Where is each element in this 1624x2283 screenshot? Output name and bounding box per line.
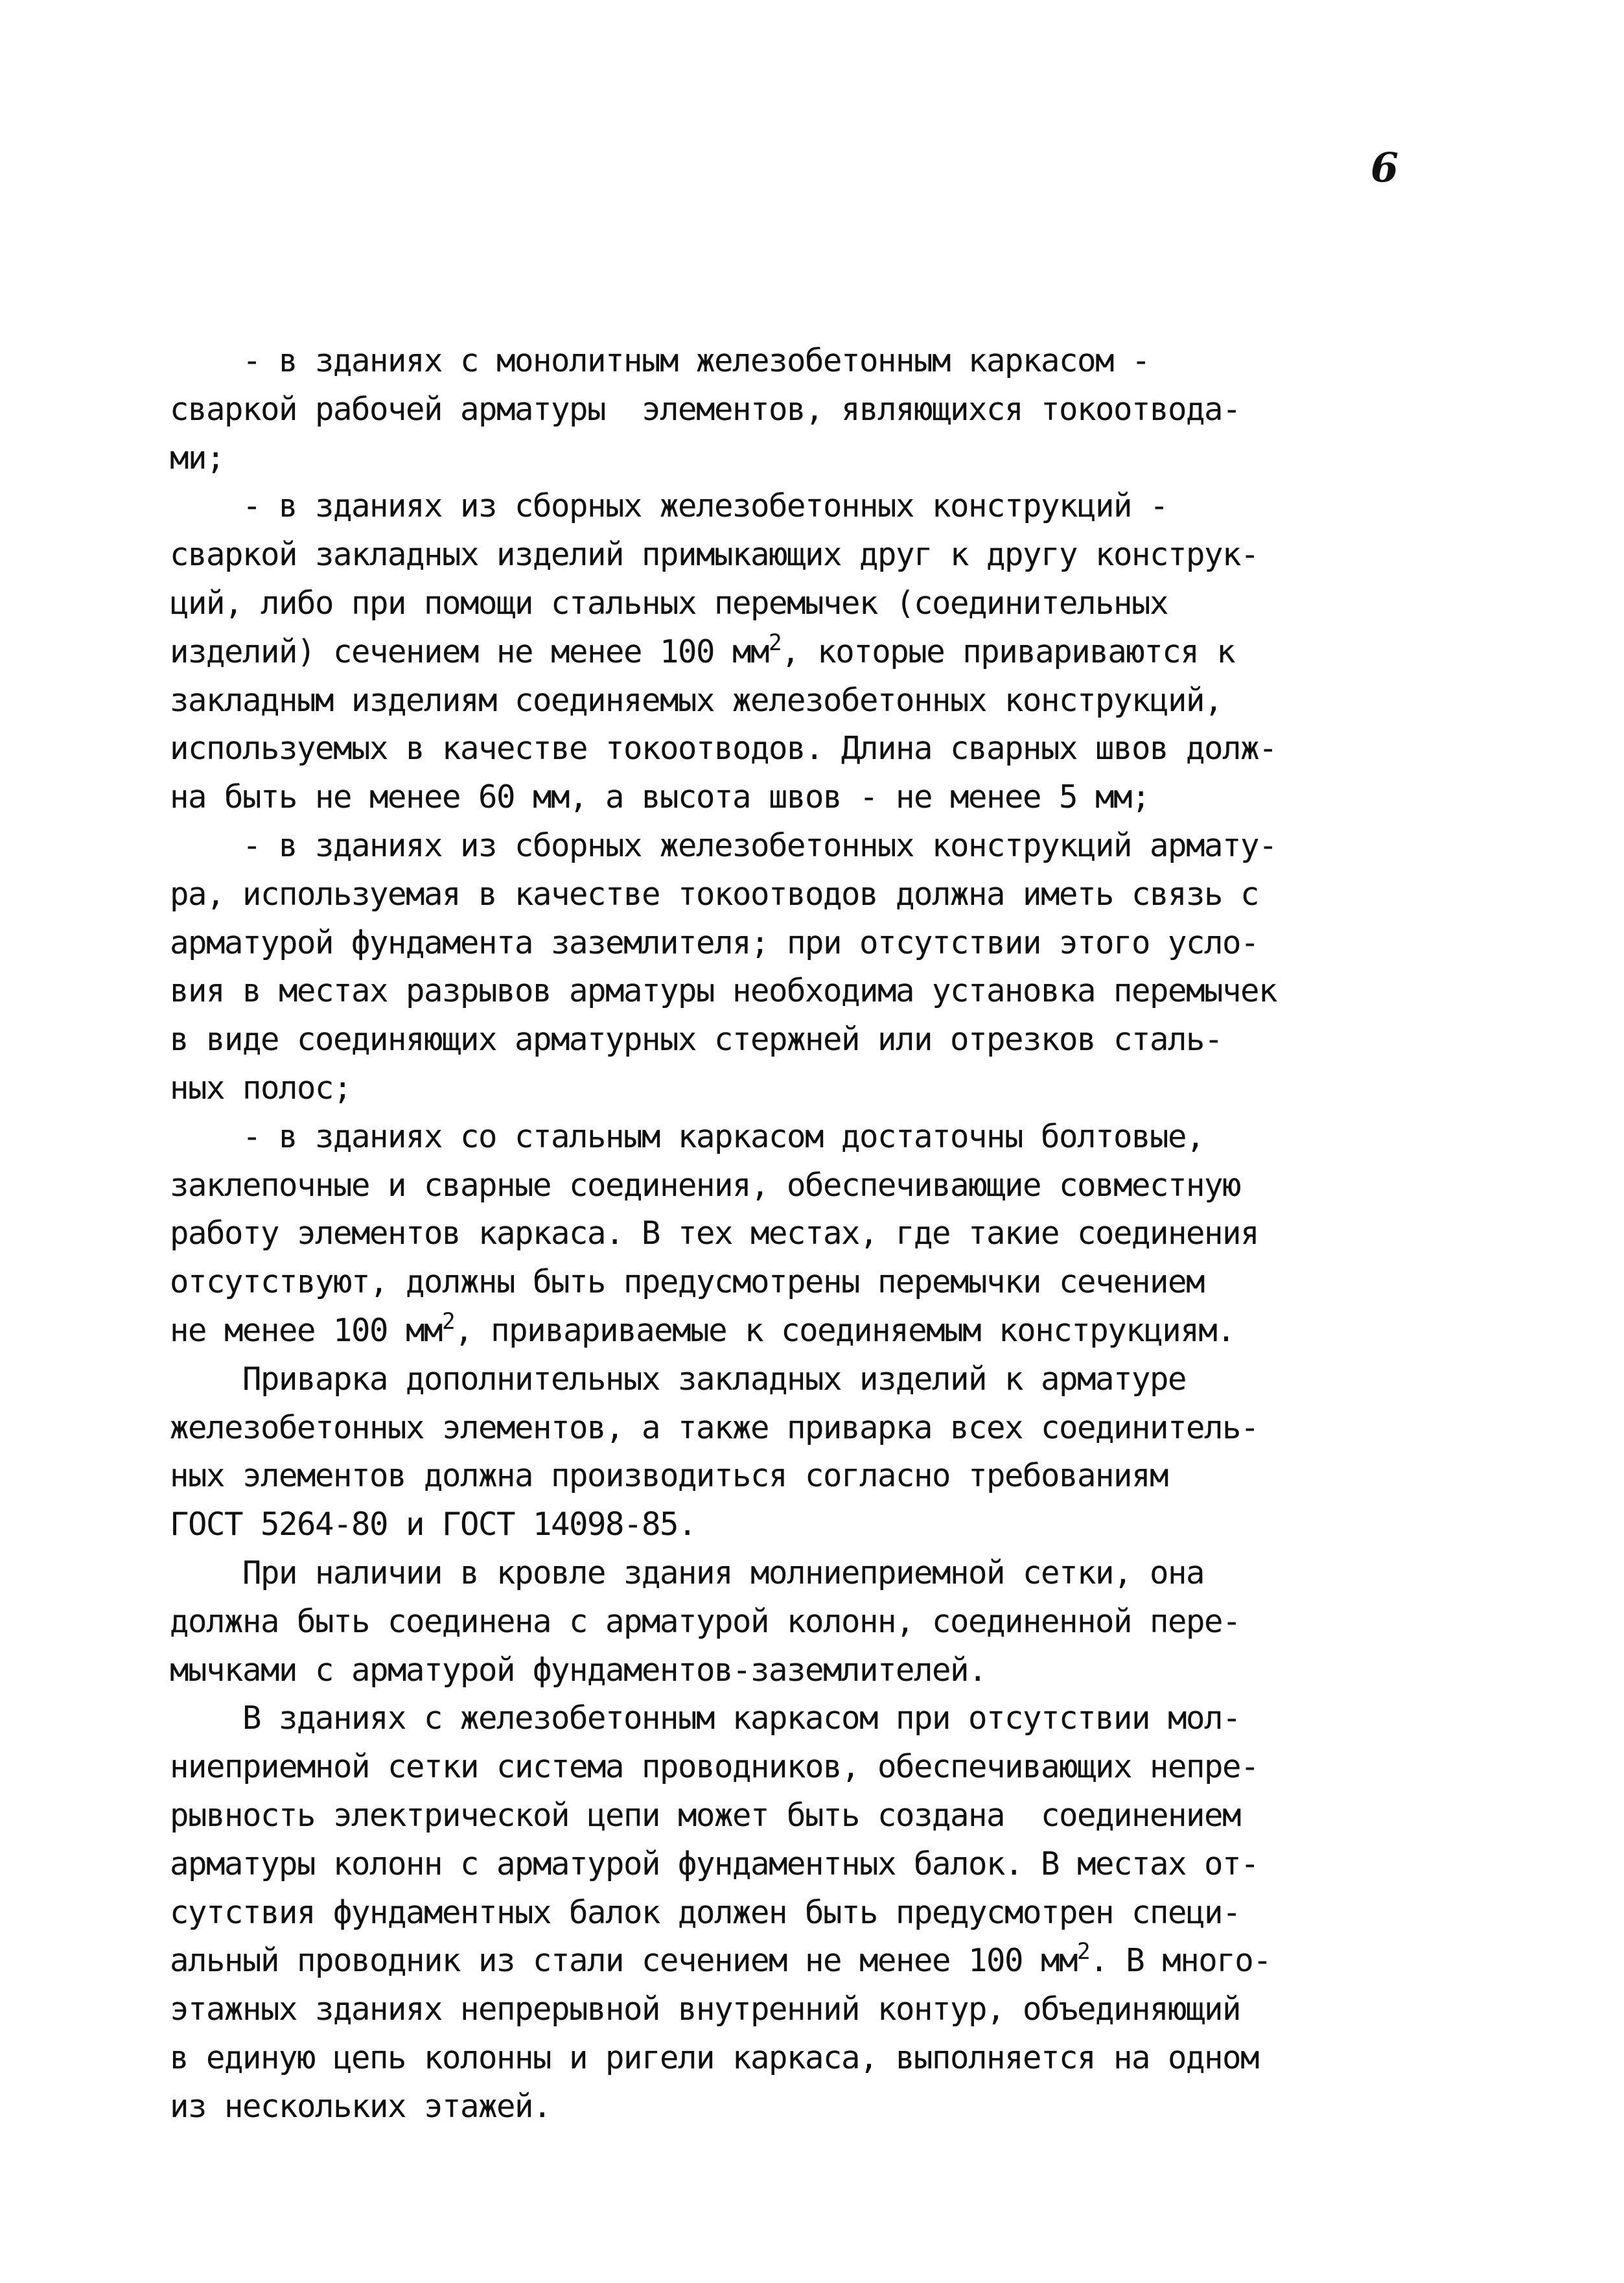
text-line <box>170 1937 1375 1985</box>
text-segment: , которые привариваются к <box>781 633 1235 670</box>
text-line: закладным изделиям соединяемых железобетонных конструкций, <box>170 681 1223 719</box>
text-line: При наличии в кровле здания молниеприемной сетки, она <box>170 1554 1205 1591</box>
superscript: 2 <box>442 1309 455 1335</box>
text-line: из нескольких этажей. <box>170 2087 551 2125</box>
text-line: ра, используемая в качестве токоотводов должна иметь связь с <box>170 875 1259 913</box>
text-line <box>170 1307 1375 1355</box>
text-line: ми; <box>170 439 225 476</box>
text-line: - в зданиях с монолитным железобетонным каркасом - <box>170 342 1150 379</box>
text-segment: , привариваемые к соединяемым конструкциям. <box>454 1311 1235 1349</box>
text-segment: . В много- <box>1089 1942 1271 1980</box>
text-segment: не менее 100 мм <box>170 1311 443 1349</box>
text-line: ных полос; <box>170 1069 352 1106</box>
text-line: должна быть соединена с арматурой колонн, соединенной пере- <box>170 1602 1241 1640</box>
text-line: работу элементов каркаса. В тех местах, где такие соединения <box>170 1215 1259 1252</box>
text-line: - в зданиях из сборных железобетонных конструкций армату- <box>170 826 1277 864</box>
text-line: арматуры колонн с арматурой фундаментных балок. В местах от- <box>170 1845 1259 1882</box>
text-line: на быть не менее 60 мм, а высота швов - не менее 5 мм; <box>170 779 1150 816</box>
text-line: отсутствуют, должны быть предусмотрены перемычки сечением <box>170 1263 1205 1301</box>
text-line: этажных зданиях непрерывной внутренний контур, объединяющий <box>170 1991 1241 2028</box>
page-number: 6 <box>1370 144 1398 191</box>
text-line: ниеприемной сетки система проводников, обеспечивающих непре- <box>170 1748 1259 1786</box>
text-line: сваркой закладных изделий примыкающих друг к другу конструк- <box>170 536 1259 574</box>
text-line: мычками с арматурой фундаментов-заземлителей. <box>170 1651 987 1689</box>
text-line: ных элементов должна производиться согласно требованиям <box>170 1457 1168 1495</box>
text-segment: изделий) сечением не менее 100 мм <box>170 633 769 670</box>
text-line: железобетонных элементов, а также приварка всех соединитель- <box>170 1409 1259 1446</box>
text-line: арматурой фундамента заземлителя; при отсутствии этого усло- <box>170 924 1259 961</box>
text-line: заклепочные и сварные соединения, обеспечивающие совместную <box>170 1166 1241 1204</box>
text-line: ций, либо при помощи стальных перемычек (соединительных <box>170 584 1168 622</box>
text-line: В зданиях с железобетонным каркасом при отсутствии мол- <box>170 1700 1241 1737</box>
document-body <box>170 337 1375 2131</box>
text-line: вия в местах разрывов арматуры необходима установка перемычек <box>170 972 1277 1010</box>
text-line: рывность электрической цепи может быть создана соединением <box>170 1796 1241 1834</box>
text-line: - в зданиях из сборных железобетонных конструкций - <box>170 487 1168 525</box>
text-segment: альный проводник из стали сечением не менее 100 мм <box>170 1942 1078 1980</box>
text-line: ГОСТ 5264-80 и ГОСТ 14098-85. <box>170 1506 697 1543</box>
text-line: сваркой рабочей арматуры элементов, являющихся токоотвода- <box>170 390 1241 428</box>
text-line: в виде соединяющих арматурных стержней или отрезков сталь- <box>170 1021 1223 1059</box>
text-line: используемых в качестве токоотводов. Длина сварных швов долж- <box>170 730 1277 767</box>
superscript: 2 <box>769 629 782 656</box>
text-line: Приварка дополнительных закладных изделий к арматуре <box>170 1360 1187 1398</box>
text-line <box>170 628 1375 677</box>
text-line: - в зданиях со стальным каркасом достаточны болтовые, <box>170 1118 1205 1155</box>
superscript: 2 <box>1077 1939 1090 1965</box>
text-line: в единую цепь колонны и ригели каркаса, выполняется на одном <box>170 2039 1259 2076</box>
text-line: сутствия фундаментных балок должен быть предусмотрен специ- <box>170 1893 1241 1931</box>
